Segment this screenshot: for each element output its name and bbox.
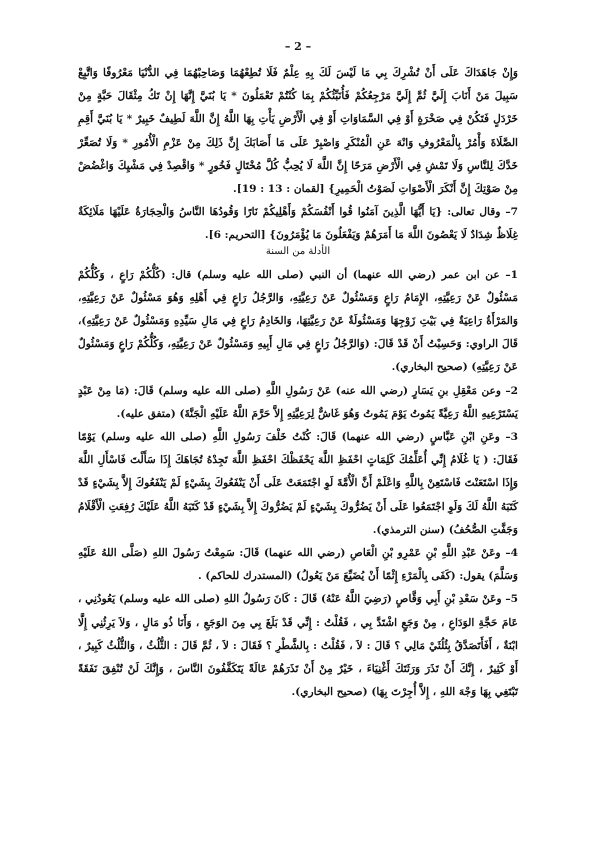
- quran-verse-luqman: وَإِنْ جَاهَدَاكَ عَلَى أَنْ تُشْرِكَ بِي مَا لَيْسَ لَكَ بِهِ عِلْمٌ فَلَا تُطِعْهُمَا وَصَاحِبْهُمَا فِي الدُّنْيَا مَعْرُوفًا وَاتَّبِعْ سَبِيلَ مَنْ أَنَابَ إِلَيَّ ثُمَّ إِلَيَّ مَرْجِعُكُمْ فَأُنَبِّئُكُمْ بِمَا كُنْتُمْ تَعْمَلُونَ * يَا بُنَيَّ إِنَّهَا إِنْ تَكُ مِثْقَالَ حَبَّةٍ مِنْ خَرْدَلٍ فَتَكُنْ فِي صَخْرَةٍ أَوْ فِي السَّمَاوَاتِ أَوْ فِي الْأَرْضِ يَأْتِ بِهَا اللَّهُ إِنَّ اللَّهَ لَطِيفٌ خَبِيرٌ * يَا بُنَيَّ أَقِمِ الصَّلَاةَ وَأْمُرْ بِالْمَعْرُوفِ وَانْهَ عَنِ الْمُنْكَرِ وَاصْبِرْ عَلَى مَا أَصَابَكَ إِنَّ ذَلِكَ مِنْ عَزْمِ الْأُمُورِ * وَلَا تُصَعِّرْ خَدَّكَ لِلنَّاسِ وَلَا تَمْشِ فِي الْأَرْضِ مَرَحًا إِنَّ اللَّهَ لَا يُحِبُّ كُلَّ مُخْتَالٍ فَخُورٍ * وَاقْصِدْ فِي مَشْيِكَ وَاغْضُضْ مِنْ صَوْتِكَ إِنَّ أَنْكَرَ الْأَصْوَاتِ لَصَوْتُ الْحَمِيرِ} [لقمان : 13 : 19].: [78, 67, 518, 196]
- page-number: – 2 –: [284, 40, 312, 53]
- sunnah-section-heading: الأدلة من السنة: [265, 245, 331, 257]
- hadith-paragraph: 5– وعَنْ سَعْدِ بْنِ أَبِي وَقَّاصٍ (رَضِيَ اللَّهُ عَنْهُ) قَالَ : كَانَ رَسُولُ اللهِ (صلى الله عليه وسلم) يَعُودُنِي ، عَامَ حَجَّةِ الوَدَاعِ ، مِنْ وَجَعٍ اشْتَدَّ بِي ، فَقُلْتُ : إِنِّي قَدْ بَلَغَ بِي مِنَ الوَجَعِ ، وَأَنَا ذُو مَالٍ ، وَلاَ يَرِثُنِي إِلَّا ابْنَةٌ ، أَفَأَتَصَدَّقُ بِثُلُثَيْ مَالِي ؟ قَالَ : لاَ ، فَقُلْتُ : بِالشَّطْرِ ؟ فَقَالَ : لاَ ، ثُمَّ قَالَ : الثُّلُثُ ، وَالثُّلُثُ كَبِيرٌ ، أَوْ كَثِيرٌ ، إِنَّكَ أَنْ تَذَرَ وَرَثَتَكَ أَغْنِيَاءَ ، خَيْرٌ مِنْ أَنْ تَذَرَهُمْ عَالَةً يَتَكَفَّفُونَ النَّاسَ ، وَإِنَّكَ لَنْ تُنْفِقَ نَفَقَةً تَبْتَغِي بِهَا وَجْهَ اللهِ ، إِلاَّ أُجِرْتَ بِهَا) (صحيح البخاري).: [78, 593, 518, 699]
- hadith-paragraph: 2– وعن مَعْقِلِ بنِ يَسَارٍ (رضي الله عنه) عَنْ رَسُولِ اللَّهِ (صلى الله عليه وسلم) قَالَ: (مَا مِنْ عَبْدٍ يَسْتَرْعِيهِ اللَّهُ رَعِيَّةً يَمُوتُ يَوْمَ يَمُوتُ وَهُوَ غَاشٌّ لِرَعِيَّتِهِ إِلاَّ حَرَّمَ اللَّهُ عَلَيْهِ الْجَنَّةَ) (متفق عليه).: [78, 384, 518, 420]
- hadith-paragraph: 1– عن ابن عمر (رضي الله عنهما) أن النبي (صلى الله عليه وسلم) قال: (كُلُّكُمْ رَاعٍ ، وَكُلُّكُمْ مَسْئُولٌ عَنْ رَعِيَّتِهِ، الإِمَامُ رَاعٍ وَمَسْئُولٌ عَنْ رَعِيَّتِهِ، وَالرَّجُلُ رَاعٍ فِي أَهْلِهِ وَهُوَ مَسْئُولٌ عَنْ رَعِيَّتِهِ، وَالمَرْأَةُ رَاعِيَةٌ فِي بَيْتِ زَوْجِهَا وَمَسْئُولَةٌ عَنْ رَعِيَّتِهَا، وَالخَادِمُ رَاعٍ فِي مَالِ سَيِّدِهِ وَمَسْئُولٌ عَنْ رَعِيَّتِهِ)، قَالَ الراوي: وَحَسِبْتُ أَنْ قَدْ قَالَ: (وَالرَّجُلُ رَاعٍ فِي مَالِ أَبِيهِ وَمَسْئُولٌ عَنْ رَعِيَّتِهِ، وَكُلُّكُمْ رَاعٍ وَمَسْئُولٌ عَنْ رَعِيَّتِهِ) (صحيح البخاري).: [78, 268, 518, 374]
- quran-verse-tahrim: 7– وقال تعالى: {يَا أَيُّهَا الَّذِينَ آمَنُوا قُوا أَنْفُسَكُمْ وَأَهْلِيكُمْ نَارًا وَقُودُهَا النَّاسُ وَالْحِجَارَةُ عَلَيْهَا مَلَائِكَةٌ غِلَاظٌ شِدَادٌ لَا يَعْصُونَ اللَّهَ مَا أَمَرَهُمْ وَيَفْعَلُونَ مَا يُؤْمَرُونَ} [التحريم: 6].: [78, 206, 518, 242]
- page-body: [78, 62, 518, 704]
- hadith-paragraph: 4– وعَنْ عَبْدِ اللَّهِ بْنِ عَمْرِو بْنِ الْعَاصِ (رضي الله عنهما) قَالَ: سَمِعْتُ رَسُولَ اللهِ (صَلَّى اللهُ عَلَيْهِ وَسَلَّمَ) يقول: (كَفَى بِالْمَرْءِ إِثْمًا أَنْ يُضَيِّعَ مَنْ يَعُولُ) (المستدرك للحاكم) .: [78, 547, 518, 583]
- hadith-paragraph: 3– وعَنِ ابْنِ عَبَّاسٍ (رضي الله عنهما) قَالَ: كُنْتُ خَلْفَ رَسُولِ اللَّهِ (صلى الله عليه وسلم) يَوْمًا فَقَالَ: ( يَا غُلَامُ إِنِّي أُعَلِّمُكَ كَلِمَاتٍ احْفَظِ اللَّهَ يَحْفَظْكَ احْفَظِ اللَّهَ تَجِدْهُ تُجَاهَكَ إِذَا سَأَلْتَ فَاسْأَلِ اللَّهَ وَإِذَا اسْتَعَنْتَ فَاسْتَعِنْ بِاللَّهِ وَاعْلَمْ أَنَّ الْأُمَّةَ لَوِ اجْتَمَعَتْ عَلَى أَنْ يَنْفَعُوكَ بِشَيْءٍ لَمْ يَنْفَعُوكَ إِلاَّ بِشَيْءٍ قَدْ كَتَبَهُ اللَّهُ لَكَ وَلَوِ اجْتَمَعُوا عَلَى أَنْ يَضُرُّوكَ بِشَيْءٍ لَمْ يَضُرُّوكَ إِلاَّ بِشَيْءٍ قَدْ كَتَبَهُ اللَّهُ عَلَيْكَ رُفِعَتِ الْأَقْلَامُ وَجَفَّتِ الصُّحُفُ) (سنن الترمذي).: [78, 431, 518, 536]
